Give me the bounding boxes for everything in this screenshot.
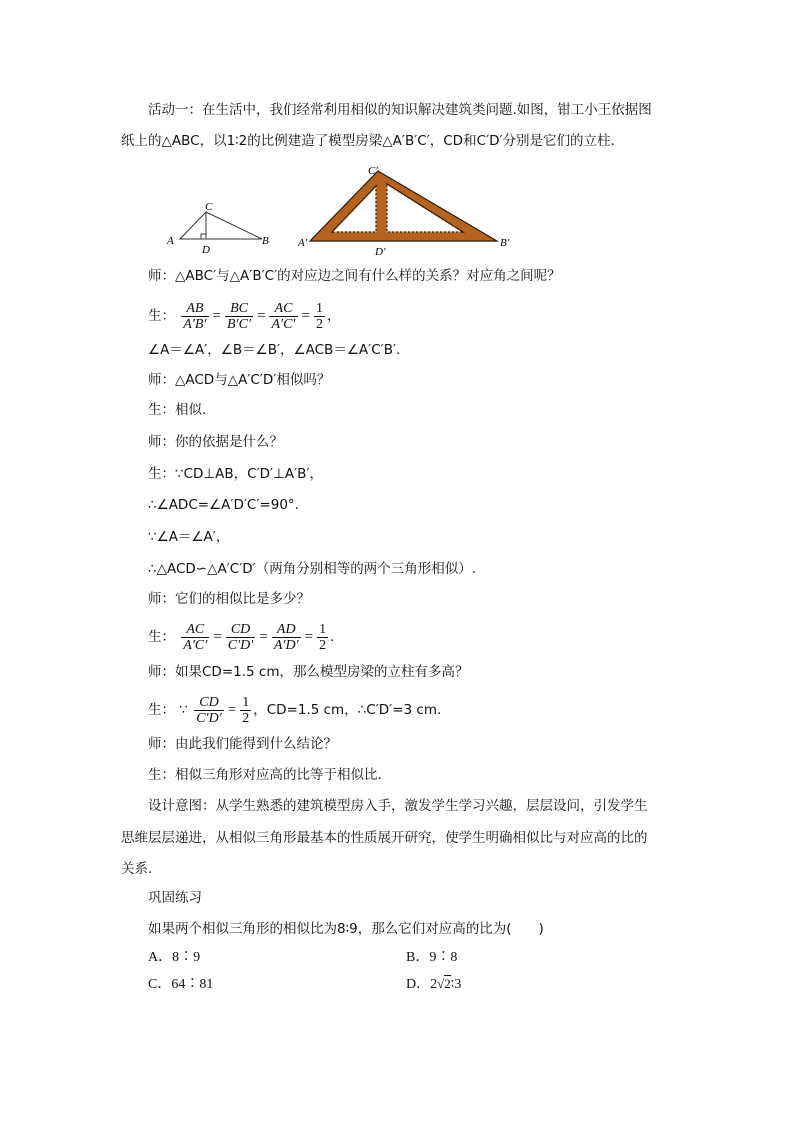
- dialogue-line-13: 师：如果CD=1.5 cm，那么模型房梁的立柱有多高？: [148, 664, 469, 680]
- large-label-b: B′: [500, 237, 510, 249]
- ratio-line-1: 生： $\frac{AB}{A'B'}$ = $\frac{BC}{B'C'}$ = $\frac{AC}{A'C'}$ = $\frac{1}{2}$ ，: [148, 300, 341, 332]
- sqrt-symbol: √: [437, 976, 445, 991]
- dialogue-line-9: ∵∠A＝∠A′，: [148, 529, 230, 545]
- fraction: $\frac{AC}{A'C'}$: [271, 300, 296, 332]
- intro-line-1: 活动一：在生活中，我们经常利用相似的知识解决建筑类问题.如图，钳工小王依据图: [148, 102, 652, 118]
- large-label-c: C′: [368, 165, 378, 177]
- fraction: $\frac{CD}{C'D'}$: [196, 694, 222, 726]
- speaker-label: 生：: [148, 629, 175, 645]
- dialogue-line-1: 师：△ABC′与△A′B′C′的对应边之间有什么样的关系？对应角之间呢？: [148, 268, 561, 284]
- fraction: $\frac{BC}{B'C'}$: [227, 300, 252, 332]
- dialogue-line-5: 生：相似.: [148, 402, 207, 418]
- dialogue-line-16: 生：相似三角形对应高的比等于相似比.: [148, 767, 382, 783]
- dialogue-line-4: 师：△ACD与△A′C′D′相似吗？: [148, 372, 331, 388]
- dialogue-line-11: 师：它们的相似比是多少？: [148, 591, 310, 607]
- fraction: $\frac{AD}{A'D'}$: [273, 621, 299, 653]
- small-triangle: [166, 201, 269, 256]
- fraction: $\frac{AC}{A'C'}$: [183, 621, 208, 653]
- small-label-d: D: [202, 244, 210, 256]
- design-line-3: 关系.: [121, 861, 153, 877]
- dialogue-line-8: ∴∠ADC=∠A′D′C′=90°.: [148, 497, 299, 513]
- ratio-line-3: 生： ∵ $\frac{CD}{C'D'}$ = $\frac{1}{2}$ ，CD=1.5 cm，∴C′D′=3 cm.: [148, 694, 442, 726]
- option-a[interactable]: A．8∶9: [148, 950, 201, 965]
- fraction: $\frac{CD}{C'D'}$: [227, 621, 254, 653]
- speaker-label: 生：: [148, 702, 175, 718]
- triangle-figure: [160, 162, 520, 258]
- large-label-a: A′: [298, 237, 308, 249]
- ratio-line-2: 生： $\frac{AC}{A'C'}$ = $\frac{CD}{C'D'}$ = $\frac{AD}{A'D'}$ = $\frac{1}{2}$ .: [148, 621, 335, 653]
- dialogue-line-15: 师：由此我们能得到什么结论？: [148, 736, 337, 752]
- dialogue-line-10: ∴△ACD∽△A′C′D′（两角分别相等的两个三角形相似）.: [148, 561, 477, 577]
- small-label-b: B: [262, 235, 269, 247]
- small-label-c: C: [205, 201, 213, 213]
- practice-title: 巩固练习: [148, 890, 202, 906]
- small-label-a: A: [167, 235, 174, 247]
- option-c[interactable]: C．64∶81: [148, 977, 214, 992]
- design-line-1: 设计意图：从学生熟悉的建筑模型房入手，激发学生学习兴趣，层层设问，引发学生: [148, 798, 648, 814]
- intro-line-2: 纸上的△ABC，以1∶2的比例建造了模型房梁△A′B′C′，CD和C′D′分别是它们的立柱.: [121, 133, 615, 149]
- design-line-2: 思维层层递进，从相似三角形最基本的性质展开研究，使学生明确相似比与对应高的比的: [121, 830, 648, 846]
- practice-question: 如果两个相似三角形的相似比为8∶9，那么它们对应高的比为( ): [148, 921, 544, 937]
- fraction: $\frac{AB}{A'B'}$: [183, 300, 207, 332]
- speaker-label: 生：: [148, 308, 175, 324]
- dialogue-line-3: ∠A＝∠A′，∠B＝∠B′，∠ACB＝∠A′C′B′.: [148, 342, 401, 358]
- large-beam: [297, 165, 510, 258]
- dialogue-line-7: 生：∵CD⊥AB，C′D′⊥A′B′，: [148, 466, 324, 482]
- option-d[interactable]: D．2√2∶3: [406, 976, 462, 992]
- large-label-d: D′: [375, 246, 386, 258]
- fraction: $\frac{1}{2}$: [315, 300, 323, 332]
- fraction: $\frac{1}{2}$: [242, 694, 250, 726]
- fraction: $\frac{1}{2}$: [319, 621, 327, 653]
- dialogue-line-6: 师：你的依据是什么？: [148, 434, 283, 450]
- option-b[interactable]: B．9∶8: [406, 950, 458, 965]
